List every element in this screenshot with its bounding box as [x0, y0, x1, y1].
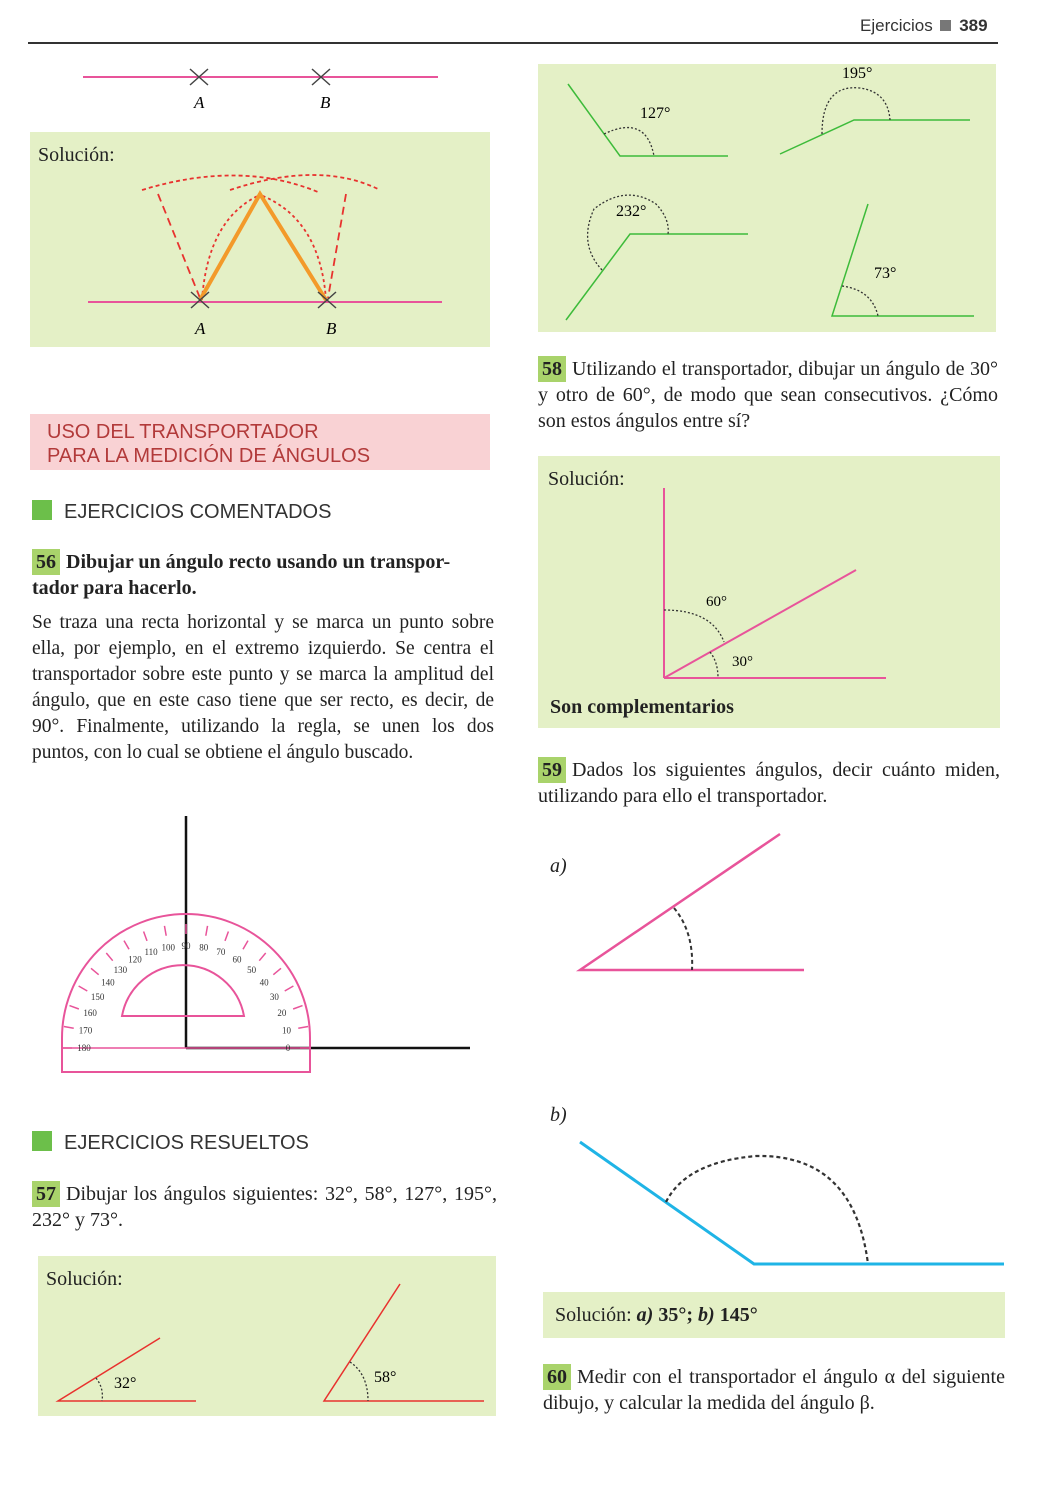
protractor-tick-label: 120 — [128, 954, 142, 965]
protractor-tick — [298, 1026, 308, 1028]
label-32: 32° — [114, 1375, 137, 1392]
construction-figure — [30, 132, 490, 347]
square-bullet-icon — [940, 20, 951, 31]
arc-30 — [710, 652, 718, 678]
protractor-tick — [259, 953, 265, 961]
protractor-tick — [225, 931, 228, 940]
oblique-ray — [664, 570, 856, 678]
protractor-tick-label: 80 — [199, 942, 209, 953]
label-b: B — [320, 93, 331, 112]
arc-58 — [350, 1362, 368, 1401]
protractor-tick-label: 180 — [77, 1043, 91, 1053]
exercise-56-body: Se traza una recta horizontal y se marca un punto sobre ella, por ejemplo, en el extremo izquierdo. Se centra el transportador sobre este punto y se marca la amplitud del ángulo, que en este caso tiene que ser recto, es decir, de 90°. Finalmente, utilizando la regla, se unen los dos puntos, con lo cual se obtiene el ángulo buscado. — [32, 612, 494, 763]
angles-32-58-figure — [38, 1256, 496, 1416]
label-60: 60° — [706, 594, 727, 610]
label-b: b) — [550, 1104, 567, 1126]
page-header — [860, 16, 988, 36]
exercise-59: 59 Dados los siguientes ángulos, decir cuánto miden, utilizando para ello el transportador. — [538, 759, 1000, 807]
label-73: 73° — [874, 265, 897, 282]
protractor-tick-label: 130 — [113, 964, 128, 975]
label-a: A — [195, 319, 206, 338]
commented-heading: EJERCICIOS COMENTADOS — [32, 500, 331, 524]
solution-box-57-continued — [538, 64, 996, 332]
solution-59-text: Solución: a) 35°; b) 145° — [555, 1304, 758, 1326]
protractor-tick — [164, 926, 166, 936]
page-number: 389 — [959, 16, 988, 35]
resolved-heading: EJERCICIOS RESUELTOS — [32, 1131, 309, 1155]
section-title-line1: USO DEL TRANSPORTADOR — [47, 421, 319, 443]
protractor-tick — [206, 926, 208, 936]
exercise-number: 58 — [538, 356, 566, 382]
solution-label: Solución: — [548, 468, 625, 490]
protractor-tick — [273, 968, 281, 974]
protractor-tick-label: 90 — [181, 941, 191, 951]
protractor-tick-label: 40 — [259, 977, 269, 988]
protractor-tick-label: 140 — [101, 977, 115, 988]
solution-label: Solución: — [38, 144, 115, 166]
header-section: Ejercicios — [860, 16, 933, 35]
header-rule — [28, 42, 998, 44]
exercise-number: 57 — [32, 1181, 60, 1207]
dashed-left — [158, 194, 200, 298]
exercise-60: 60 Medir con el transportador el ángulo α del siguiente dibujo, y calcular la medida del ángulo β. — [543, 1366, 1005, 1414]
solution-box-construction — [30, 132, 490, 347]
angle-b-figure — [576, 1136, 1006, 1270]
protractor-tick — [285, 986, 294, 991]
top-segment-figure — [80, 62, 445, 117]
solution-label: Solución: — [46, 1268, 123, 1290]
angle-232 — [566, 234, 748, 320]
protractor-tick-label: 100 — [161, 942, 176, 953]
protractor-tick — [69, 1006, 78, 1009]
arc-73 — [842, 286, 878, 316]
protractor-tick — [243, 941, 248, 950]
angle-b-arc — [666, 1156, 868, 1264]
protractor-tick-label: 160 — [83, 1008, 97, 1019]
protractor-tick-label: 110 — [144, 947, 158, 958]
protractor-tick-label: 30 — [269, 992, 279, 1002]
protractor-tick-label: 60 — [232, 954, 242, 965]
angle-a-figure — [570, 826, 810, 980]
exercise-56-title: 56 Dibujar un ángulo recto usando un transpor- tador para hacerlo. — [32, 551, 451, 599]
outer-arc-b — [230, 175, 380, 190]
protractor-inner — [122, 965, 244, 1016]
label-127: 127° — [640, 105, 671, 122]
solution-box-59 — [543, 1292, 1005, 1338]
exercise-number: 60 — [543, 1364, 571, 1390]
solution-box-57 — [38, 1256, 496, 1416]
angle-58 — [324, 1284, 484, 1401]
consecutive-angles-figure — [538, 456, 1000, 728]
answer-58: Son complementarios — [550, 696, 734, 718]
protractor-tick — [293, 1006, 302, 1009]
arc-195 — [822, 88, 890, 134]
protractor-tick-label: 170 — [78, 1025, 93, 1036]
triangle-sides — [200, 194, 326, 300]
protractor-tick-label: 0 — [285, 1043, 291, 1053]
cross-b — [318, 292, 336, 308]
exercise-number: 59 — [538, 757, 566, 783]
protractor-tick — [124, 941, 129, 950]
protractor-tick — [144, 931, 147, 940]
angle-a-arc — [674, 908, 692, 970]
protractor-tick — [106, 953, 112, 961]
arc-127 — [604, 128, 654, 156]
angle-73 — [832, 204, 974, 316]
solution-box-58 — [538, 456, 1000, 728]
label-30: 30° — [732, 654, 753, 670]
green-square-icon — [32, 1131, 52, 1151]
angles-127-195-232-73-figure — [538, 64, 996, 332]
label-232: 232° — [616, 203, 647, 220]
protractor-tick-label: 10 — [281, 1025, 291, 1036]
label-b: B — [326, 319, 337, 338]
label-58: 58° — [374, 1369, 397, 1386]
section-title — [30, 414, 490, 470]
label-a: a) — [550, 855, 567, 877]
protractor-tick — [91, 968, 99, 974]
dashed-right — [328, 194, 346, 298]
protractor-tick — [64, 1026, 74, 1028]
green-square-icon — [32, 500, 52, 520]
protractor-figure — [50, 812, 480, 1082]
label-195: 195° — [842, 65, 873, 82]
cross-a — [191, 292, 209, 308]
protractor-tick-label: 150 — [90, 992, 105, 1002]
exercise-58: 58 Utilizando el transportador, dibujar un ángulo de 30° y otro de 60°, de modo que sean consecutivos. ¿Cómo son estos ángulos entre sí? — [538, 358, 998, 432]
protractor-tick-label: 50 — [247, 964, 257, 975]
exercise-57: 57 Dibujar los ángulos siguientes: 32°, 58°, 127°, 195°, 232° y 73°. — [32, 1183, 497, 1231]
label-a: A — [194, 93, 205, 112]
arc-32 — [96, 1378, 102, 1401]
section-title-line2: PARA LA MEDICIÓN DE ÁNGULOS — [47, 445, 371, 467]
protractor-tick-label: 20 — [277, 1008, 287, 1019]
protractor-tick-label: 70 — [216, 947, 226, 958]
protractor-tick — [79, 986, 88, 991]
exercise-number: 56 — [32, 549, 60, 575]
arc-60 — [664, 610, 724, 642]
angle-195 — [780, 120, 970, 154]
